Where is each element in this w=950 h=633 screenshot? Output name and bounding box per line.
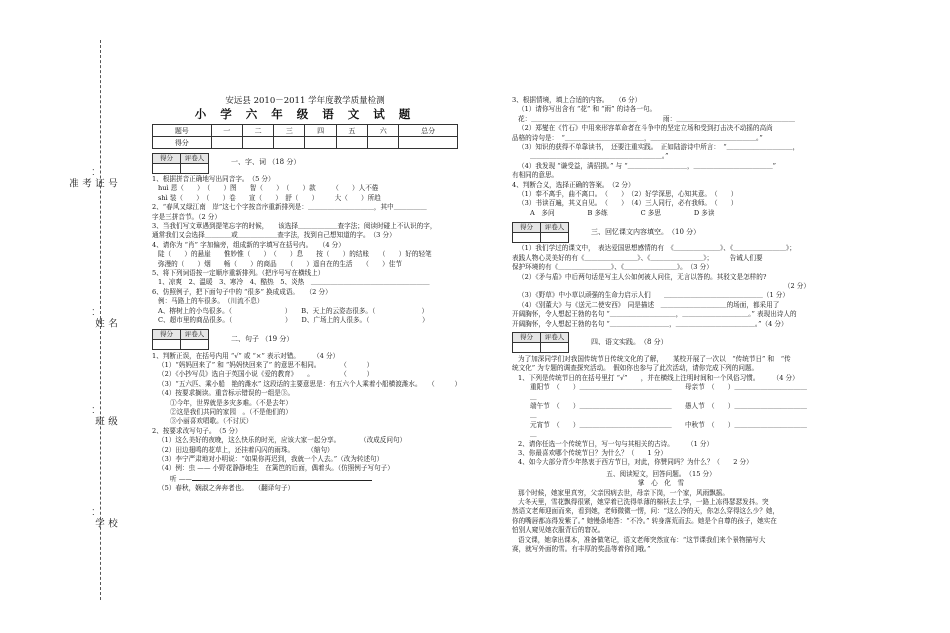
question-text: ①今年，世界就是多灾多难。（不是去年） <box>170 398 292 407</box>
question-text: 端午节 （ ）＿＿＿＿＿＿＿＿＿＿＿＿＿＿ 愚人节 （ ）＿＿＿＿＿＿＿＿＿＿＿＿ <box>530 401 807 420</box>
score-table-cell: 一 <box>211 125 242 137</box>
answer-blank[interactable] <box>192 474 372 481</box>
question-text: （1）请你写出含有 “花” 和 “雨” 的诗各一句。 <box>518 105 657 114</box>
score-table <box>152 124 458 149</box>
grader-box-grader-label: 评卷人 <box>541 222 569 232</box>
score-input-cell[interactable] <box>368 137 399 149</box>
question-text: 2、请你任选一个传统节日，写一句与其相关的古诗。 （1 分） <box>518 439 714 448</box>
question-text: （3）知识的获得不单靠读书， 还要注重实践。 正如陆游诗中所言： “＿＿＿＿＿＿＿＿＿＿， <box>518 143 800 152</box>
school-field[interactable]: 校 学 <box>93 518 117 534</box>
name-field[interactable]: 名 姓 <box>93 318 117 334</box>
section-3 <box>512 220 810 329</box>
question-text: 统文化” 为专题的调查探究活动。 假如你也参与了此次活动，请你完成下列的问题。 <box>512 364 759 373</box>
grader-box-grader-cell[interactable] <box>541 343 569 353</box>
score-input-cell[interactable] <box>336 137 367 149</box>
question-text: 1、下列是传统节日的在括号里打 “√” ，并在横线上注明时间和一个风俗习惯。 （4 分） <box>518 373 799 382</box>
score-table-cell: 总分 <box>399 125 458 137</box>
score-table-cell: 题号 <box>153 125 212 137</box>
subject-title: 小 学 六 年 级 语 文 试 题 <box>194 107 416 121</box>
question-text: （3）李宁严肃地对小明说：“如果你再迟到，我就一个人去。”（改为转述句） <box>158 454 384 463</box>
question-text: （1）奉不离手，曲不离口。 （ ） （2）好学深思，心知其意。 （ ） <box>518 190 738 199</box>
score-input-cell[interactable] <box>211 137 242 149</box>
grader-box-score-label: 得分 <box>153 330 181 340</box>
grader-box-grader-cell[interactable] <box>181 163 209 173</box>
grader-box <box>152 329 209 350</box>
question-text: 字是三拼音节。（2 分） <box>152 212 221 221</box>
question-text: （3）“五六匹、乘小船 艳的潍水” 这段话的主要意思是：有五六个人乘着小船横渡潍水。 （ ） <box>158 379 462 388</box>
question-text: 保护环境的有《＿＿＿＿＿＿＿＿》、《＿＿＿＿＿＿＿＿》。 （3 分） <box>512 263 713 272</box>
question-text: 1、判断正误，在括号内用 “√” 或 “×” 表示对错。 （4 分） <box>152 351 340 360</box>
question-text: 陡（ ）的悬崖 惟妙惟（ ） （ ）息 按（ ）的结账 （ ）好的轻笔 <box>158 250 432 259</box>
grader-box <box>152 153 209 174</box>
question-text: 4、请你为 “肖” 字加偏旁，组成新的字填写在括号内。 （4 分） <box>152 240 345 249</box>
question-text: 重阳节 （ ）＿＿＿＿＿＿＿＿＿＿＿＿＿＿ 母亲节 （ ）＿＿＿＿＿＿＿＿＿＿＿＿ <box>530 383 807 401</box>
question-text: A、榕树上的小鸟很多。（ ） B、天上的云姿态很多。（ ） <box>158 306 429 315</box>
score-table-cell: 四 <box>305 125 336 137</box>
grader-box-grader-cell[interactable] <box>541 232 569 242</box>
section-title: 二、句子 （19 分） <box>231 334 294 343</box>
question-text: （3）《野草》中小草以顽强的生命力启示人们 ＿＿＿＿＿＿＿＿＿＿＿＿＿＿＿（1 分） <box>518 291 789 300</box>
question-text: shì 装（ ） （ ）卷 宣（ ） 舒（ ） 大（ ）所趋 <box>158 193 381 202</box>
section-title: 四、语文实践。 （8 分） <box>591 338 668 347</box>
story-paragraph: 那个时候，她家里真穷，父亲因病去世，母亲下岗，一个家，风雨飘摇。 <box>518 488 729 497</box>
binding-colon: ⁚ <box>92 508 95 517</box>
question-text: 1、根据拼音正确地写出同音字。 （5 分） <box>152 175 275 183</box>
question-text: huì 恩（ ） （ ）图 智（ ） （ ）款 （ ）人不倦 <box>158 184 379 193</box>
question-text: 1、凉爽 2、温暖 3、寒冷 4、酷热 5、炎热 ＿＿＿＿＿＿＿＿＿＿＿＿＿＿＿＿＿＿ <box>158 278 430 287</box>
binding-strip <box>67 40 118 600</box>
grader-box-score-cell[interactable] <box>153 340 181 350</box>
question-text: （3）书读百遍，其义自见。 （ ） （4）三人同行，必有我师。 （ ） <box>518 199 738 208</box>
section-1 <box>152 151 458 326</box>
grader-box <box>512 222 569 243</box>
question-text: 5、将下列词语按一定顺序重新排列。（把序号写在横线上） <box>152 269 325 278</box>
question-text: （1）这么美好的夜晚，这么快乐的时光，应该大家一起分享。 （改成反问句） <box>158 436 407 445</box>
score-table-cell: 二 <box>242 125 273 137</box>
score-table-score-row <box>153 137 458 149</box>
score-input-cell[interactable] <box>305 137 336 149</box>
grader-box-grader-cell[interactable] <box>181 340 209 350</box>
story-title: 掌 心 化 雪 <box>637 479 685 488</box>
section-title: 一、字、词 （18 分） <box>231 158 301 167</box>
score-input-cell[interactable] <box>242 137 273 149</box>
story-paragraph: 赛，就写外面的雪。有丰厚的奖品等着你们哦。” <box>512 545 651 554</box>
question-text: 例：马路上的车很多。 （川流不息） <box>158 297 264 306</box>
section-4 <box>512 331 810 468</box>
question-text: （4）按要求搁读。重音标示错误的一组是③。 <box>158 389 295 398</box>
question-text: 弥漫的（ ）烟 畅（ ）的商品 （ ）遥自在的生活 （ ）佳节 <box>158 259 402 268</box>
score-input-cell[interactable] <box>399 137 458 149</box>
class-field[interactable]: 级 班 <box>93 416 117 432</box>
binding-colon: ⁚ <box>92 406 95 415</box>
grader-box-score-cell[interactable] <box>153 163 181 173</box>
question-text: （1）我们学过的课文中， 表达爱国思想感情的有 《＿＿＿＿＿＿＿》、《＿＿＿＿＿＿＿＿》； <box>518 244 796 253</box>
question-text: （4）例：虫 —— 小野花静静地生 在篱笆的后面，偶着头。（仿照例子写句子） <box>158 464 394 473</box>
question-text: （2）田边翅鸣的花草上，还挂着闪闪的雨珠。 （缩句） <box>158 445 334 454</box>
exam-number-field[interactable]: 号 证 考 准 <box>67 178 117 194</box>
grader-box-grader-label: 评卷人 <box>541 333 569 343</box>
grader-box <box>512 332 569 353</box>
question-text: 3、你最喜欢哪个传统节日？为什么？（ 1 分） <box>518 449 667 457</box>
question-text: （5）春秋，娴淑之奔奔者也。 （翻译句子） <box>158 484 295 493</box>
grader-box-grader-label: 评卷人 <box>181 330 209 340</box>
answer-options: A 多问 B 多练 C 多思 D 多读 <box>530 208 715 217</box>
story-paragraph: 语文课，她拿出课本，准备做笔记，语文老师突然宣布：“这节课我们来个景物描写大 <box>518 535 766 544</box>
left-column <box>152 96 462 494</box>
question-text: 为了加深同学们对我国传统节日传统文化的了解， 某校开展了一次以 “传统节日” 和 “传 <box>518 354 791 363</box>
question-text: （2 分） <box>783 281 810 290</box>
question-text: ③小丽喜欢唱歌。（不讨厌） <box>170 417 253 426</box>
score-table-cell: 得分 <box>153 137 212 149</box>
binding-colon: ⁚ <box>92 308 95 317</box>
grader-box-score-cell[interactable] <box>513 343 541 353</box>
binding-colon: ⁚ <box>92 168 95 177</box>
question-text: 品格的诗句是： “＿＿＿＿＿＿＿＿＿＿＿＿，＿＿＿＿＿＿＿＿＿＿＿＿＿＿＿＿。” <box>512 133 763 142</box>
score-table-header-row <box>153 125 458 137</box>
question-text: 花：＿＿＿＿＿＿＿＿＿＿＿＿＿＿＿＿ 雨：＿＿＿＿＿＿＿＿＿＿＿＿＿＿＿＿＿＿ <box>518 114 795 123</box>
question-text: 6、仿照例子，把下面句子中的 “很多” 换成成语。 （2 分） <box>152 287 332 296</box>
section-5 <box>512 470 810 555</box>
grader-box-score-label: 得分 <box>513 222 541 232</box>
grader-box-score-cell[interactable] <box>513 232 541 242</box>
score-table-cell: 五 <box>336 125 367 137</box>
question-text: （2）郑燮在《竹石》中用来形容革命者在斗争中的坚定立场和受到打击决不动摇的高尚 <box>518 124 773 133</box>
question-text: （2）《矛与盾》中后两句话是写主人公如何被人问住，无言以答的。其驳文是怎样的? <box>518 272 767 281</box>
score-input-cell[interactable] <box>274 137 305 149</box>
question-text: （1）“妈妈回来了” 和 “妈妈快回来了” 的意思不相同。 （ ） <box>158 360 374 369</box>
story-paragraph: 你的嘴唇都冻得发紫了。” 她慢条地答：“不冷。” 转身落荒而去。她是个自尊的孩子，她实在 <box>512 516 777 525</box>
grader-box-grader-label: 评卷人 <box>181 153 209 163</box>
question-text: 元宵节 （ ）＿＿＿＿＿＿＿＿＿＿＿＿＿＿ 中秋节 （ ）＿＿＿＿＿＿＿＿＿＿＿＿ <box>530 420 807 439</box>
exam-title: 安远县 2010－2011 学年度教学质量检测 <box>225 96 385 106</box>
question-text: 有相同的意思。 <box>512 171 559 180</box>
question-text: 表践人物心灵美好的有《＿＿＿＿＿＿＿＿》、《＿＿＿＿＿＿＿＿》； 告诫人们要 <box>512 253 763 262</box>
question-text: 听 —— <box>170 474 192 483</box>
story-paragraph: 然语文老师迎面而来，看到她，老师微微一愣，问：“这么冷的天，你怎么穿得这么少？她， <box>512 507 780 516</box>
score-table-cell: 六 <box>368 125 399 137</box>
question-text: 4、判断合义，选择正确的答案。 （2 分） <box>512 180 635 189</box>
question-text: 通常我们又会选择＿＿＿＿或＿＿＿＿＿＿查字法，找到自己想知道的字。 （3 分） <box>152 231 396 240</box>
question-text: 3、当我们写文章遇到提笔忘字的时候， 该选择＿＿＿＿＿＿查字法；阅读时碰上不认识的字， <box>152 222 437 231</box>
question-text: 2、“春风又绿江南 岸”这七个字按音序重新排列是：＿＿＿＿＿＿＿＿＿＿，其中＿＿＿＿＿ <box>152 203 427 212</box>
section-title: 五、阅读短文，回答问题。 （15 分） <box>606 469 716 478</box>
question-text: 4、如今大部分青少年热衷于西方节日，对此，你赞同吗？为什么？（ 2 分） <box>518 458 753 467</box>
section-2 <box>152 328 462 494</box>
story-paragraph: 怕别人窥见她衣服背后的窘况。 <box>512 526 605 535</box>
question-text: ②这是我们共同的家园 。（不是他们的） <box>170 407 292 416</box>
answer-line[interactable] <box>152 474 458 484</box>
story-paragraph: 大冬天里，雪花飘得很紧，她穿着已洗得单薄的棉袄去上学，一路上冻得瑟瑟发抖。突 <box>518 498 769 507</box>
question-text: 2、按要求改写句子。 （5 分） <box>152 426 242 435</box>
question-text: （2）《小抄写员》选自于英国小说《爱的教育》 。 （ ） <box>158 370 374 379</box>
question-text: 开阔胸怀，令人想起王勃的名句 “＿＿＿＿＿＿＿＿＿＿，＿＿＿＿＿＿＿＿＿＿。” 表现出诗人的 <box>512 310 797 319</box>
section-title: 三、回忆课文内容填空。 （10 分） <box>591 227 701 236</box>
right-column <box>512 96 810 554</box>
grader-box-score-label: 得分 <box>153 153 181 163</box>
question-text: 开阔胸怀，令人想起王勃的名句 “＿＿＿＿＿＿＿＿＿，＿＿＿＿＿＿＿＿＿＿＿＿。”（4 分） <box>512 319 788 328</box>
score-table-cell: 三 <box>274 125 305 137</box>
question-text: （4）我发现 “谦受益，满招损。” 与 “＿＿＿＿＿＿＿＿＿，＿＿＿＿＿＿＿＿＿＿＿＿” <box>518 161 777 170</box>
question-text: ＿＿＿＿＿＿＿＿＿＿＿＿＿＿＿＿＿＿＿＿。” <box>530 152 669 161</box>
question-text: 3、根据情境，填上合适的内容。 （6 分） <box>512 96 642 104</box>
question-text: C、超市里的商品很多。（ ） D、广场上的人很多。（ ） <box>158 316 429 325</box>
question-text: （4）《别董大》与《送元二使安西》 同是描述 ＿＿＿＿＿＿＿＿＿＿的场面，都采用了 <box>518 300 780 309</box>
grader-box-score-label: 得分 <box>513 333 541 343</box>
